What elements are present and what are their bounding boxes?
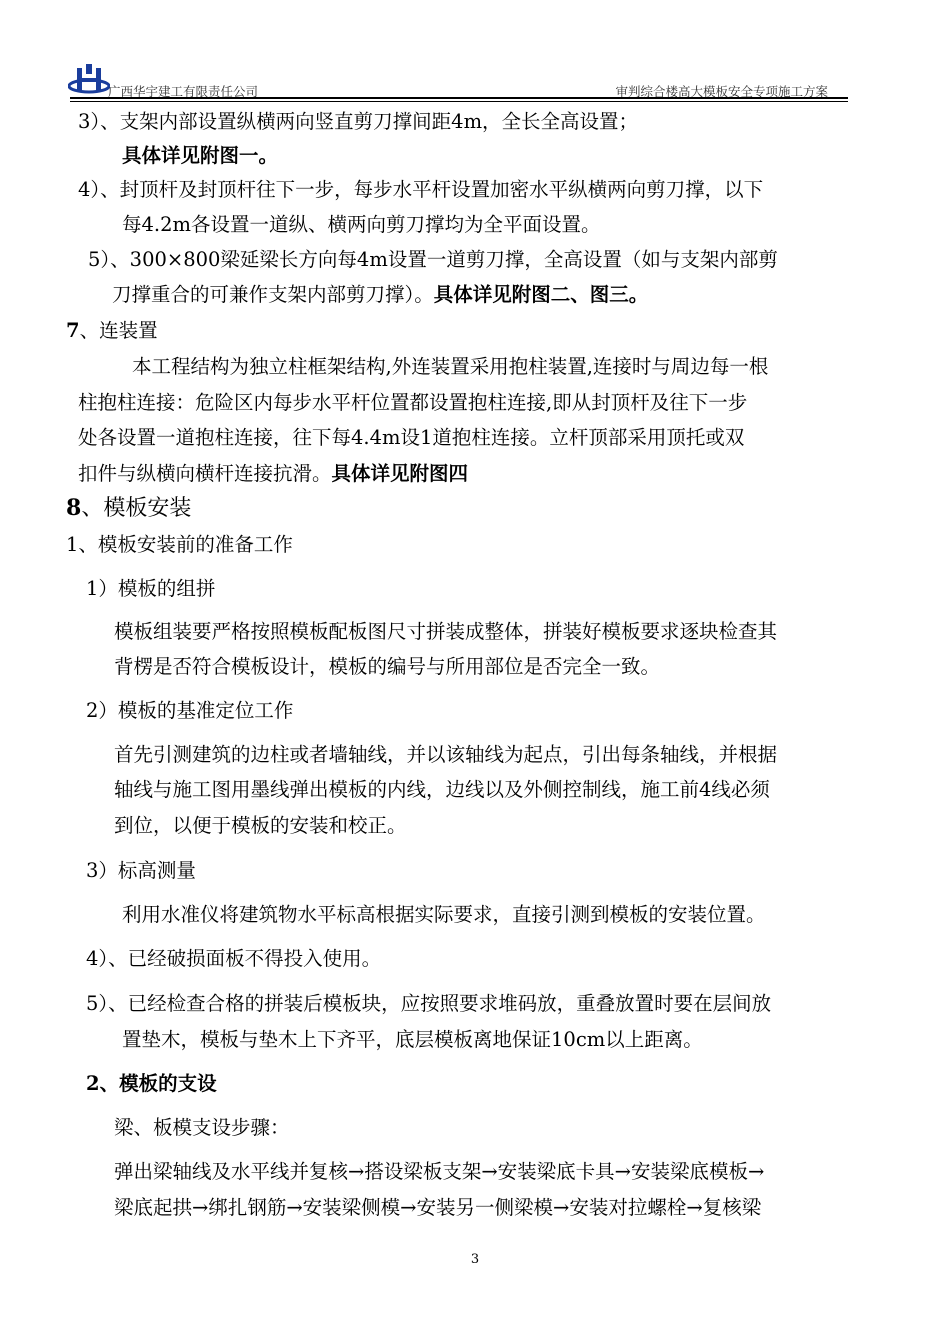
page-number: 3 [470, 1252, 480, 1267]
company-logo-icon [68, 64, 110, 96]
paragraph-line: 5）、已经检查合格的拼装后模板块，应按照要求堆码放，重叠放置时要在层间放 [86, 992, 772, 1015]
paragraph-line: 4）、已经破损面板不得投入使用。 [86, 947, 382, 970]
paragraph-line: 3）、支架内部设置纵横两向竖直剪刀撑间距4m，全长全高设置； [78, 110, 639, 133]
paragraph-line [78, 460, 468, 488]
paragraph-line: 模板组装要严格按照模板配板图尺寸拼装成整体，拼装好模板要求逐块检查其 [114, 620, 778, 643]
paragraph-line: 梁底起拱→绑扎钢筋→安装梁侧模→安装另一侧梁模→安装对拉螺栓→复核梁 [114, 1196, 762, 1219]
subsection-heading: 1、模板安装前的准备工作 [66, 533, 293, 556]
paragraph-line: 弹出梁轴线及水平线并复核→搭设梁板支架→安装梁底卡具→安装梁底模板→ [114, 1160, 765, 1183]
paragraph-line: 置垫木，模板与垫木上下齐平，底层模板离地保证10cm以上距离。 [122, 1028, 703, 1051]
text-run: 刀撑重合的可兼作支架内部剪刀撑）。 [112, 283, 434, 306]
paragraph-line: 梁、板模支设步骤： [114, 1116, 290, 1139]
section-number: 7 [66, 319, 80, 342]
header-rule-thin [70, 101, 848, 102]
section-title: 、模板安装 [81, 496, 192, 521]
section-heading-8 [66, 494, 191, 523]
item-heading: 2）模板的基准定位工作 [86, 699, 294, 722]
paragraph-line: 4）、封顶杆及封顶杆往下一步，每步水平杆设置加密水平纵横两向剪刀撑，以下 [78, 178, 764, 201]
bold-reference: 具体详见附图一。 [122, 144, 279, 167]
section-heading-7 [66, 317, 158, 345]
paragraph-line: 处各设置一道抱柱连接，往下每4.4m设1道抱柱连接。立杆顶部采用顶托或双 [78, 426, 745, 449]
paragraph-line: 首先引测建筑的边柱或者墙轴线，并以该轴线为起点，引出每条轴线，并根据 [114, 743, 778, 766]
paragraph-line: 利用水准仪将建筑物水平标高根据实际要求，直接引测到模板的安装位置。 [122, 903, 766, 926]
header-rule-thick [70, 97, 848, 99]
paragraph-line: 轴线与施工图用墨线弹出模板的内线，边线以及外侧控制线，施工前4线必须 [114, 778, 770, 801]
document-title: 审判综合楼高大模板安全专项施工方案 [615, 84, 828, 99]
paragraph-line: 每4.2m各设置一道纵、横两向剪刀撑均为全平面设置。 [122, 213, 601, 236]
paragraph-line: 到位，以便于模板的安装和校正。 [114, 814, 407, 837]
page-header [68, 64, 848, 100]
bold-reference: 具体详见附图四 [331, 462, 469, 485]
section-number: 8 [66, 495, 82, 521]
paragraph-line: 柱抱柱连接：危险区内每步水平杆位置都设置抱柱连接,即从封顶杆及往下一步 [78, 391, 748, 414]
company-name: 广西华宇建工有限责任公司 [108, 84, 259, 99]
subsection-heading: 2、模板的支设 [86, 1072, 217, 1095]
item-heading: 1）模板的组拼 [86, 577, 216, 600]
paragraph-line: 背楞是否符合模板设计，模板的编号与所用部位是否完全一致。 [114, 655, 661, 678]
paragraph-line: 5）、300×800梁延梁长方向每4m设置一道剪刀撑，全高设置（如与支架内部剪 [88, 248, 778, 271]
paragraph-line [112, 281, 648, 309]
bold-reference: 具体详见附图二、图三。 [433, 283, 649, 306]
paragraph-line: 本工程结构为独立柱框架结构,外连装置采用抱柱装置,连接时与周边每一根 [132, 355, 769, 378]
section-title: 、连装置 [79, 319, 158, 342]
text-run: 扣件与纵横向横杆连接抗滑。 [78, 462, 332, 485]
item-heading: 3）标高测量 [86, 859, 196, 882]
